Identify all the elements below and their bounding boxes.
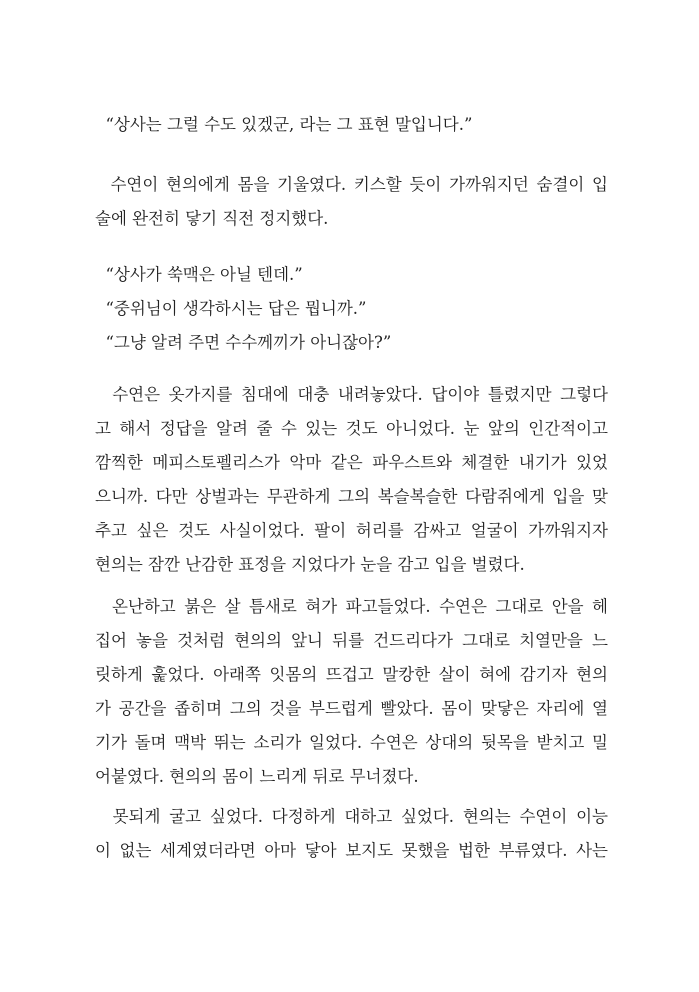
text-line: 어붙였다. 현의의 몸이 느리게 뒤로 무너졌다. (95, 767, 419, 786)
text-line: 온난하고 붉은 살 틈새로 혀가 파고들었다. 수연은 그대로 안을 헤 (95, 597, 608, 616)
text-line: 현의는 잠깐 난감한 표정을 지었다가 눈을 감고 입을 벌렸다. (95, 555, 525, 574)
paragraph (95, 800, 608, 868)
text-line: 술에 완전히 닿기 직전 정지했다. (95, 209, 329, 228)
text-line: 가 공간을 좁히며 그의 것을 부드럽게 빨았다. 몸이 맞닿은 자리에 열 (95, 699, 608, 718)
text-line: “상사는 그럴 수도 있겠군, 라는 그 표현 말입니다.” (95, 115, 473, 134)
text-line: “그냥 알려 주면 수수께끼가 아니잖아?” (95, 333, 392, 352)
paragraph (95, 168, 608, 236)
text-line: “중위님이 생각하시는 답은 뭡니까.” (95, 299, 367, 318)
paragraph (95, 378, 608, 582)
text-line: 못되게 굴고 싶었다. 다정하게 대하고 싶었다. 현의는 수연이 이능 (95, 807, 608, 826)
text-line: 기가 돌며 맥박 뛰는 소리가 일었다. 수연은 상대의 뒷목을 받치고 밀 (95, 733, 608, 752)
text-line: 으니까. 다만 상벌과는 무관하게 그의 복슬복슬한 다람쥐에게 입을 맞 (95, 487, 608, 506)
text-line: 집어 놓을 것처럼 현의의 앞니 뒤를 건드리다가 그대로 치열만을 느 (95, 631, 608, 650)
text-line: 수연은 옷가지를 침대에 대충 내려놓았다. 답이야 틀렸지만 그렇다 (95, 385, 608, 404)
text-line: 고 해서 정답을 알려 줄 수 있는 것도 아니었다. 눈 앞의 인간적이고 (95, 419, 608, 438)
paragraph (95, 258, 608, 360)
text-line: 깜찍한 메피스토펠리스가 악마 같은 파우스트와 체결한 내기가 있었 (95, 453, 608, 472)
text-line: 릿하게 훑었다. 아래쪽 잇몸의 뜨겁고 말캉한 살이 혀에 감기자 현의 (95, 665, 608, 684)
text-line: 수연이 현의에게 몸을 기울였다. 키스할 듯이 가까워지던 숨결이 입 (95, 175, 608, 194)
text-line: “상사가 쑥맥은 아닐 텐데.” (95, 265, 303, 284)
text-line: 추고 싶은 것도 사실이었다. 팔이 허리를 감싸고 얼굴이 가까워지자 (95, 521, 608, 540)
paragraph (95, 108, 608, 142)
text-line: 이 없는 세계였더라면 아마 닿아 보지도 못했을 법한 부류였다. 사는 (95, 841, 608, 860)
paragraph (95, 590, 608, 794)
